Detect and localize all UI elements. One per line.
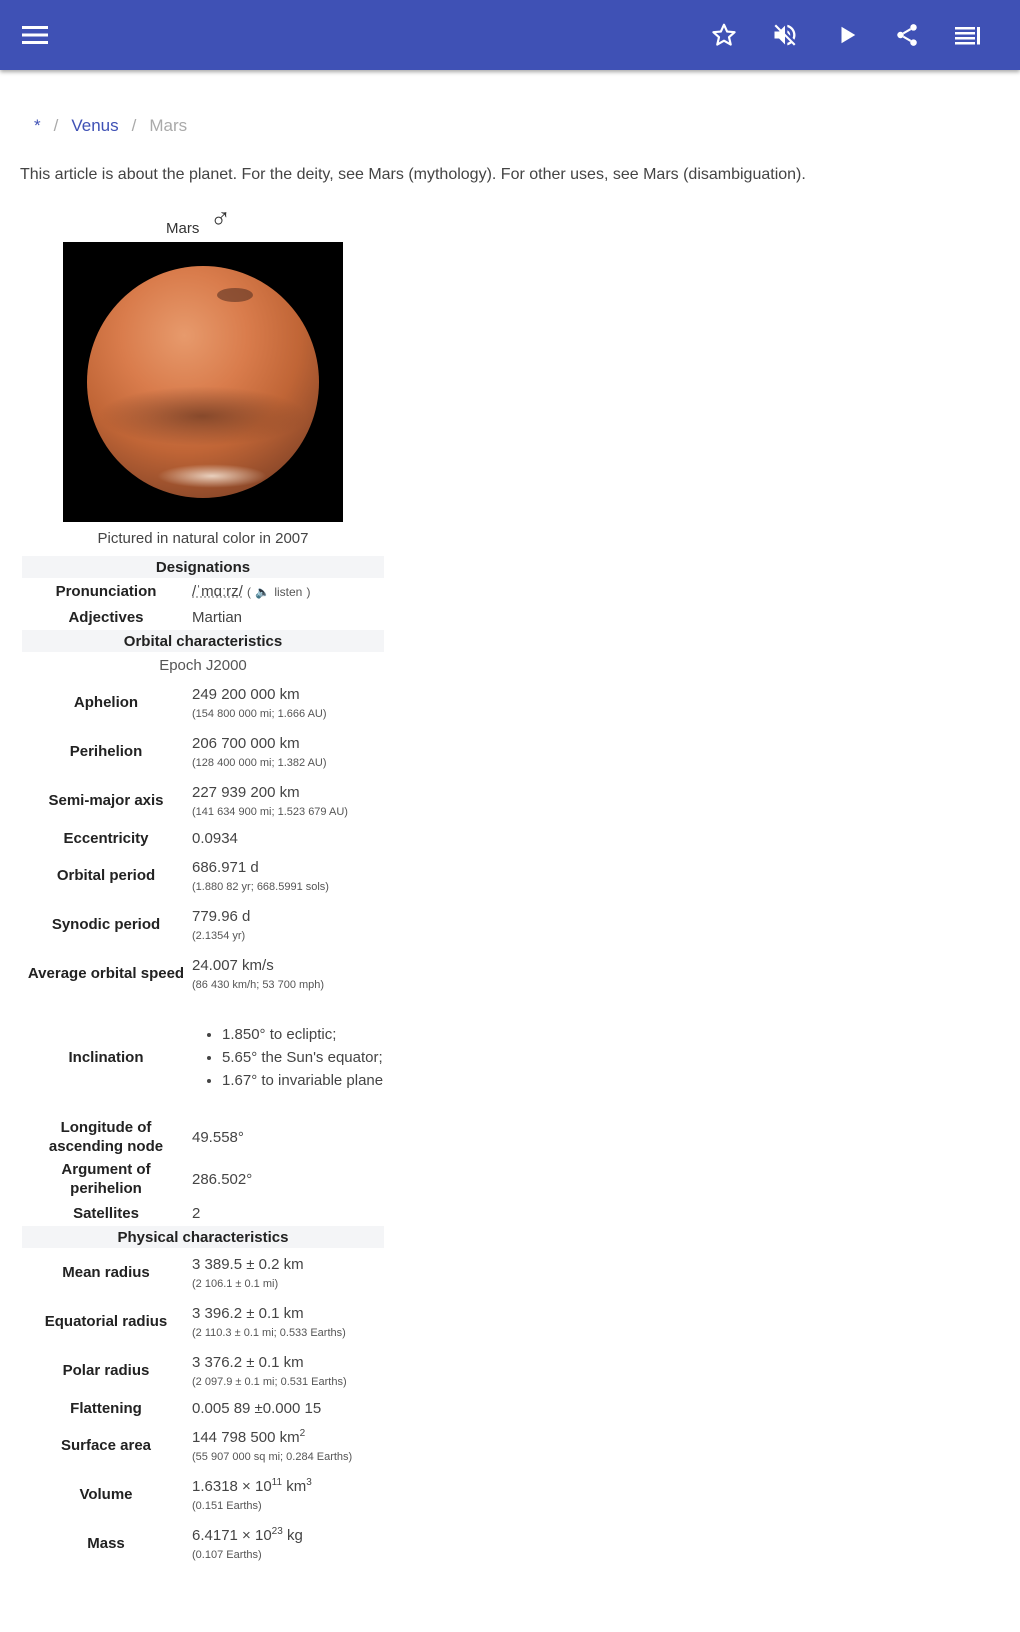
table-row: Aphelion 249 200 000 km (154 800 000 mi; 1.666 AU) bbox=[73, 685, 327, 720]
table-row: Mean radius 3 389.5 ± 0.2 km (2 106.1 ± 0.1 mi) bbox=[62, 1255, 304, 1290]
table-row: Perihelion 206 700 000 km (128 400 000 mi; 1.382 AU) bbox=[69, 734, 327, 769]
table-row: Adjectives Martian bbox=[68, 608, 243, 626]
infobox bbox=[22, 203, 384, 1568]
table-row: Average orbital speed 24.007 km/s (86 430 km/h; 53 700 mph) bbox=[27, 956, 325, 991]
table-row: Satellites 2 bbox=[73, 1204, 201, 1222]
breadcrumb-separator: / bbox=[53, 116, 59, 135]
play-icon bbox=[836, 24, 858, 46]
speaker-icon[interactable]: 🔈 bbox=[255, 584, 271, 599]
section-header: Designations bbox=[22, 556, 384, 578]
infobox-table bbox=[22, 556, 384, 1568]
table-row: Pronunciation /ˈmɑːrz/ ( 🔈 listen ) bbox=[55, 582, 311, 600]
list-item: • 5.65° the Sun's equator; bbox=[222, 1046, 384, 1069]
table-row: Equatorial radius 3 396.2 ± 0.1 km (2 110.3 ± 0.1 mi; 0.533 Earths) bbox=[44, 1304, 346, 1339]
contents-button[interactable] bbox=[947, 14, 989, 56]
section-header: Orbital characteristics bbox=[22, 630, 384, 652]
table-row: Polar radius 3 376.2 ± 0.1 km (2 097.9 ± 0.1 mi; 0.531 Earths) bbox=[62, 1353, 347, 1388]
table-row: Surface area 144 798 500 $km^2$ (55 907 000 sq mi; 0.284 Earths) bbox=[60, 1428, 353, 1463]
table-row: Flattening 0.005 89 ±0.000 15 bbox=[70, 1399, 322, 1417]
menu-button[interactable] bbox=[14, 14, 56, 56]
mute-button[interactable] bbox=[764, 14, 806, 56]
table-row: Inclination • 1.850° to ecliptic; • 5.65° the Sun's equator; • 1.67° to invariable plane bbox=[22, 998, 384, 1116]
listen-link[interactable]: listen bbox=[274, 584, 303, 599]
mars-symbol-icon: ♂ bbox=[210, 203, 231, 234]
table-row: Longitude of ascending node 49.558° bbox=[48, 1119, 244, 1155]
list-icon bbox=[955, 24, 981, 46]
play-button[interactable] bbox=[826, 14, 868, 56]
table-row: Semi-major axis 227 939 200 km (141 634 900 mi; 1.523 679 AU) bbox=[48, 783, 348, 818]
mars-planet-graphic bbox=[87, 266, 319, 498]
breadcrumb-parent-link[interactable]: Venus bbox=[71, 116, 119, 135]
bookmark-button[interactable] bbox=[703, 14, 745, 56]
table-row: Mass $6.4171 \times 10^{23}$ kg (0.107 Earths) bbox=[87, 1526, 303, 1561]
table-row: Epoch J2000 bbox=[159, 656, 247, 674]
image-caption: Pictured in natural color in 2007 bbox=[97, 530, 309, 547]
breadcrumb bbox=[34, 116, 187, 136]
list-item: • 1.67° to invariable plane bbox=[222, 1069, 384, 1092]
table-row: Argument of perihelion 286.502° bbox=[61, 1161, 253, 1197]
breadcrumb-separator: / bbox=[131, 116, 137, 135]
breadcrumb-home-link[interactable]: * bbox=[34, 116, 41, 135]
table-row: Volume $1.6318 \times 10^{11}$ $km^3$ (0.151 Earths) bbox=[79, 1477, 312, 1512]
inclination-list bbox=[192, 1023, 384, 1092]
infobox-title bbox=[22, 203, 384, 242]
app-bar bbox=[0, 0, 1020, 70]
star-icon bbox=[711, 22, 737, 48]
list-item: • 1.850° to ecliptic; bbox=[222, 1023, 384, 1046]
breadcrumb-current: Mars bbox=[149, 116, 188, 135]
section-header: Physical characteristics bbox=[22, 1226, 384, 1248]
table-row: Eccentricity 0.0934 bbox=[63, 829, 238, 847]
hatnote: This article is about the planet. For the deity, see Mars (mythology). For other uses, see Mars (disambiguation). bbox=[20, 166, 806, 183]
table-row: Orbital period 686.971 d (1.880 82 yr; 668.5991 sols) bbox=[56, 858, 329, 893]
planet-image[interactable] bbox=[63, 242, 343, 522]
infobox-title-text: Mars bbox=[166, 220, 200, 237]
pronunciation-ipa[interactable]: /ˈmɑːrz/ bbox=[192, 582, 243, 600]
menu-icon bbox=[22, 25, 48, 45]
table-row: Synodic period 779.96 d (2.1354 yr) bbox=[51, 907, 251, 942]
share-icon bbox=[894, 22, 920, 48]
share-button[interactable] bbox=[886, 14, 928, 56]
volume-off-icon bbox=[771, 21, 799, 49]
